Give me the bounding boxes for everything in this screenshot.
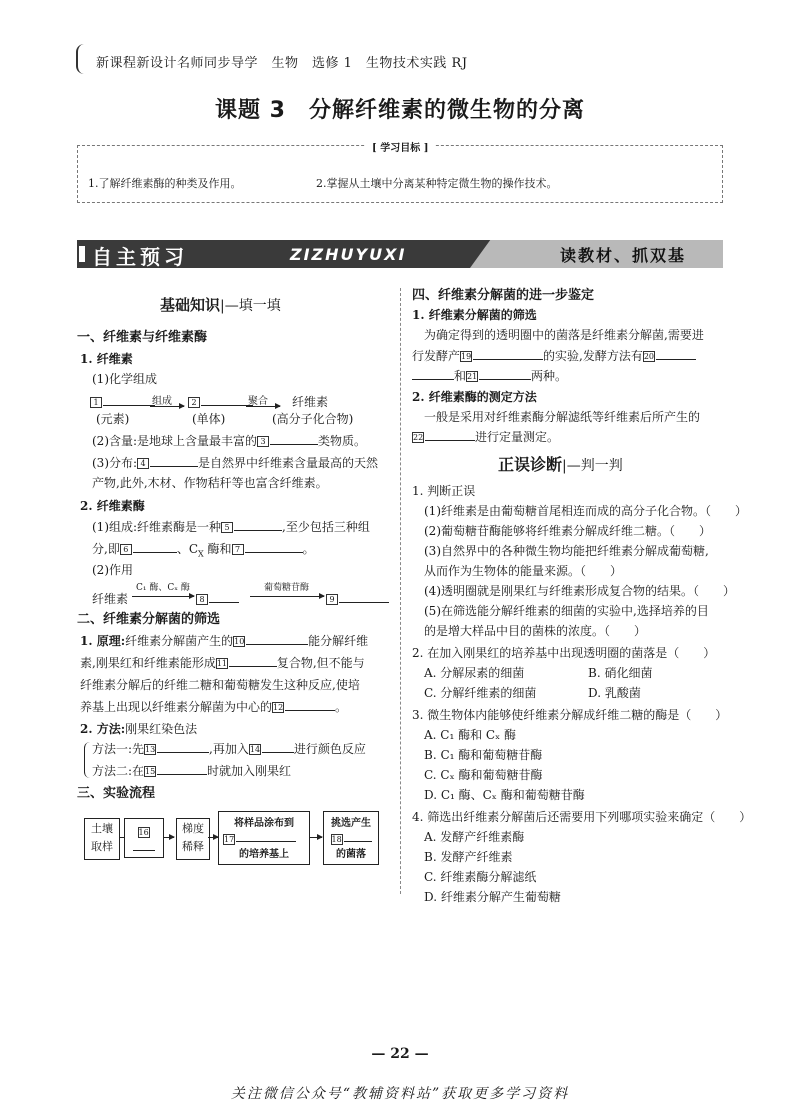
screen-line-3: 和21 两种。	[412, 367, 567, 386]
running-header: 新课程新设计名师同步导学 生物 选修 1 生物技术实践 RJ	[96, 56, 468, 71]
flow-box-spread: 将样品涂布到 17 的培养基上	[218, 811, 310, 865]
q2-opt-d: D. 乳酸菌	[588, 686, 641, 700]
page-title: 课题 3 分解纤维素的微生物的分离	[215, 98, 585, 123]
method-1: 方法一:先13 ,再加入14 进行颜色反应	[92, 742, 366, 756]
section-4: 四、纤维素分解菌的进一步鉴定	[412, 288, 595, 303]
footer-note: 关注微信公众号“教辅资料站”获取更多学习资料	[230, 1086, 570, 1102]
q1-item-5a: (5)在筛选能分解纤维素的细菌的实验中,选择培养的目	[424, 604, 709, 618]
page-number: — 22 —	[371, 1046, 429, 1062]
q4-opt-b: B. 发酵产纤维素	[424, 850, 513, 864]
act-enzyme-1: C₁ 酶、Cₓ 酶	[136, 583, 190, 593]
sub-1-2: 2. 纤维素酶	[80, 499, 145, 513]
flow-box-soil: 土壤取样	[84, 818, 120, 860]
method-2: 方法二:在15 时就加入刚果红	[92, 764, 292, 778]
enzyme-line-1: (1)组成:纤维素酶是一种 5 ,至少包括三种组	[92, 520, 370, 534]
arrow-label-polymer: 聚合	[248, 396, 268, 407]
q1-item-4: (4)透明圈就是刚果红与纤维素形成复合物的结果。（ ）	[424, 584, 736, 598]
arrow-label-compose: 组成	[152, 396, 172, 407]
sub-1-1: 1. 纤维素	[80, 352, 133, 366]
principle-line-3: 纤维素分解后的纤维二糖和葡萄糖发生这种反应,使培	[80, 678, 360, 692]
goal-2: 2.掌握从土壤中分离某种特定微生物的操作技术。	[316, 177, 558, 190]
principle-line-4: 养基上出现以纤维素分解菌为中心的12 。	[80, 700, 348, 714]
q1-stem: 1. 判断正误	[412, 484, 476, 498]
act-blank-8: 8	[196, 590, 239, 609]
q1-item-2: (2)葡萄糖苷酶能够将纤维素分解成纤维二糖。（ ）	[424, 524, 712, 538]
flow-box-dilution: 梯度稀释	[176, 818, 210, 860]
q1-item-3a: (3)自然界中的各种微生物均能把纤维素分解成葡萄糖,	[424, 544, 709, 558]
act-start: 纤维素	[92, 592, 129, 606]
sub-4-2: 2. 纤维素酶的测定方法	[412, 390, 537, 404]
q2-stem: 2. 在加入刚果红的培养基中出现透明圈的菌落是（ ）	[412, 646, 716, 660]
right-heading: 正误诊断|—判一判	[498, 455, 623, 474]
principle-line-2: 素,刚果红和纤维素能形成11 复合物,但不能与	[80, 656, 365, 670]
arrow-compose	[150, 406, 184, 407]
q3-opt-b: B. C₁ 酶和葡萄糖苷酶	[424, 748, 543, 762]
banner-pinyin: ZIZHUYUXI	[290, 245, 407, 264]
flow-arrow-4	[310, 837, 322, 838]
q3-opt-a: A. C₁ 酶和 Cₓ 酶	[424, 728, 516, 742]
distribution-line: (3)分布: 4 是自然界中纤维素含量最高的天然	[92, 456, 379, 470]
arrow-polymer	[246, 406, 280, 407]
banner-square-icon	[79, 246, 85, 262]
section-3: 三、实验流程	[77, 786, 156, 801]
function-label: (2)作用	[92, 563, 133, 577]
method-brace	[84, 742, 91, 778]
label-element: (元素)	[96, 412, 130, 426]
content-line: (2)含量:是地球上含量最丰富的 3 类物质。	[92, 434, 367, 448]
q3-opt-c: C. Cₓ 酶和葡萄糖苷酶	[424, 768, 543, 782]
act-blank-9: 9	[326, 590, 389, 609]
enzyme-line-2: 分,即 6 、$C_X$ 酶和 7 。	[92, 542, 315, 559]
banner-right: 读教材、抓双基	[560, 246, 687, 265]
method-line: 2. 方法:刚果红染色法	[80, 722, 198, 736]
q3-opt-d: D. C₁ 酶、Cₓ 酶和葡萄糖苷酶	[424, 788, 585, 802]
assay-line-2: 22 进行定量测定。	[413, 430, 560, 444]
chem-blank-2: 2	[188, 393, 253, 412]
chem-flow: 1	[90, 393, 155, 412]
q1-item-1: (1)纤维素是由葡萄糖首尾相连而成的高分子化合物。（ ）	[424, 504, 748, 518]
q4-opt-d: D. 纤维素分解产生葡萄糖	[424, 890, 561, 904]
sub-4-1: 1. 纤维素分解菌的筛选	[412, 308, 537, 322]
q4-opt-c: C. 纤维素酶分解滤纸	[424, 870, 537, 884]
q4-stem: 4. 筛选出纤维素分解菌后还需要用下列哪项实验来确定（ ）	[412, 810, 752, 824]
q1-item-3b: 从而作为生物体的能量来源。（ ）	[424, 564, 623, 578]
flow-box-pick: 挑选产生 18 的菌落	[323, 811, 379, 865]
header-bracket	[76, 44, 88, 74]
act-arrow-2	[250, 596, 324, 597]
q2-opt-a: A. 分解尿素的细菌	[424, 666, 525, 680]
screen-line-2: 行发酵产19 的实验,发酵方法有20	[412, 347, 696, 366]
act-arrow-1	[132, 596, 194, 597]
left-heading: 基础知识|—填一填	[160, 296, 281, 314]
q4-opt-a: A. 发酵产纤维素酶	[424, 830, 525, 844]
act-enzyme-2: 葡萄糖苷酶	[264, 583, 310, 593]
chem-composition-label: (1)化学组成	[92, 372, 157, 386]
q3-stem: 3. 微生物体内能够使纤维素分解成纤维二糖的酶是（ ）	[412, 708, 728, 722]
goals-tag: [ 学习目标 ]	[366, 139, 434, 154]
flow-arrow-3	[208, 837, 218, 838]
q2-opt-b: B. 硝化细菌	[588, 666, 653, 680]
flow-arrow-2	[164, 837, 174, 838]
distribution-line-2: 产物,此外,木材、作物秸秆等也富含纤维素。	[92, 476, 328, 490]
q2-opt-c: C. 分解纤维素的细菌	[424, 686, 537, 700]
assay-line-1: 一般是采用对纤维素酶分解滤纸等纤维素后所产生的	[424, 410, 701, 424]
chem-product: 纤维素	[292, 395, 329, 409]
section-1: 一、纤维素与纤维素酶	[77, 330, 208, 345]
screen-line-1: 为确定得到的透明圈中的菌落是纤维素分解菌,需要进	[424, 328, 704, 342]
label-monomer: (单体)	[192, 412, 226, 426]
principle-line-1: 1. 原理:纤维素分解菌产生的10 能分解纤维	[80, 634, 369, 648]
q1-item-5b: 的是增大样品中目的菌株的浓度。（ ）	[424, 624, 647, 638]
banner-title: 自主预习	[92, 245, 188, 269]
label-polymer: (高分子化合物)	[272, 412, 354, 426]
flow-box-16: 16	[124, 818, 164, 858]
section-2: 二、纤维素分解菌的筛选	[77, 612, 221, 627]
goal-1: 1.了解纤维素酶的种类及作用。	[88, 177, 242, 190]
column-divider	[400, 288, 401, 894]
